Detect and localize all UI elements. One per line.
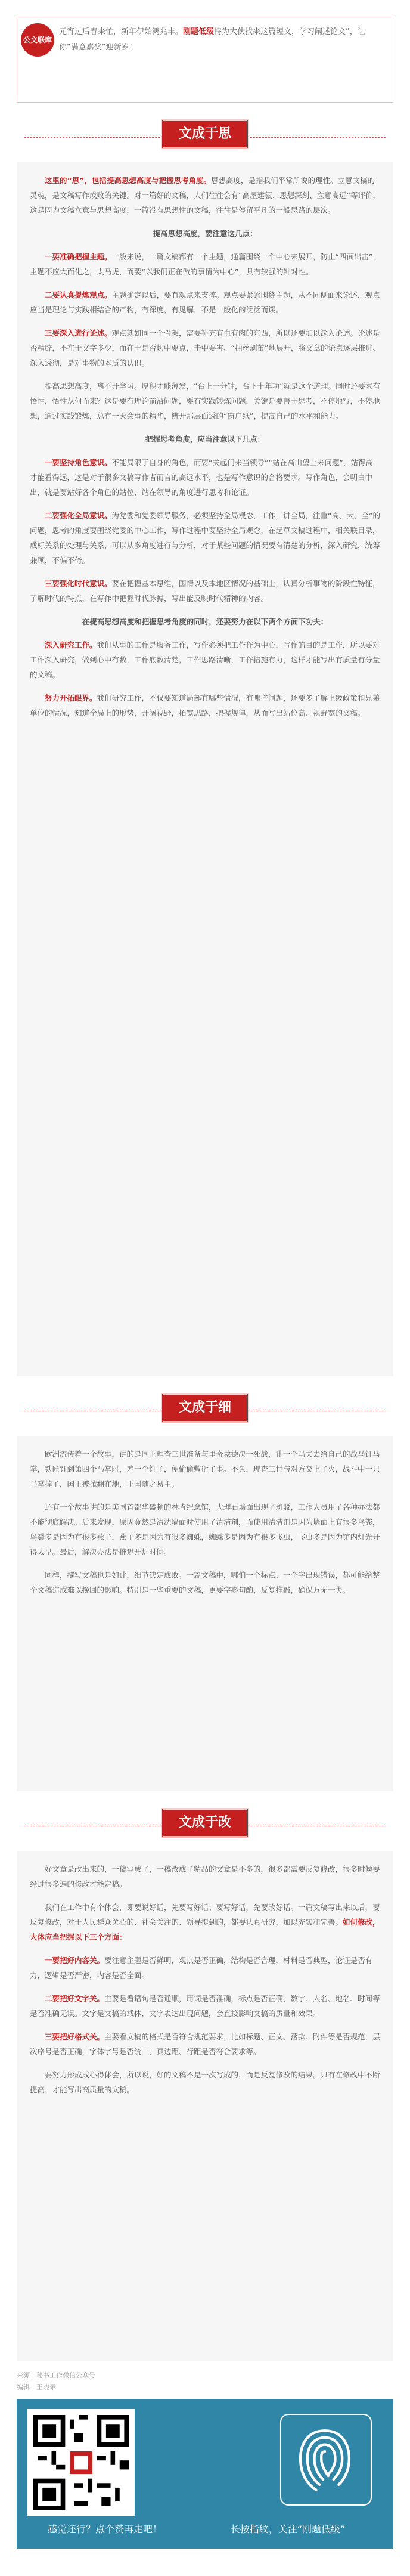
paragraph (30, 1900, 380, 1945)
body-text: 为党委和党委领导服务，必须坚持全局观念，工作，讲全局，注重“高、大、全”的问题，思考的角度要围绕党委的中心工作，写作过程中要坚持全局观念，在起草文稿过程中，相关联目录，成标关系的处理与关系，可以从多角度进行与分析，对于某些问题的情况要有清楚的分析，深入研究，统筹兼顾，不偏不倚。 (30, 511, 380, 565)
section-title-wrap-1 (0, 119, 410, 155)
body-text: 我们在工作中有个体会，即要说好话，先要写好话；要写好话，先要改好话。一篇文稿写出来以后，要反复修改，对于人民群众关心的、社会关注的、领导提到的，都要认真研究，加以充实和完善。 (30, 1903, 380, 1927)
point-head: 二要把好文字关。 (45, 1994, 105, 2003)
source-line: 来源｜秘书工作微信公众号 (17, 2371, 95, 2379)
paragraph (30, 379, 380, 423)
sub-heading: 在提高思想高度和把握思考角度的同时，还要努力在以下两个方面下功夫： (82, 617, 328, 626)
point-head: 三要深入进行论述。 (45, 329, 112, 338)
point-head: 二要强化全局意识。 (45, 511, 112, 520)
section-title-1: 文成于思 (161, 119, 249, 149)
body-text: 观点就如同一个骨架，需要补充有血有肉的东西，所以还要加以深入论述。论述是否精辟，不在于文字多少，而在于是否切中要点，击中要害、“抽丝剥茧”地展开，将文章的论点逐层推进、深入透彻，是对事物的本质的认识。 (30, 329, 380, 367)
section-panel-1 (17, 162, 393, 1376)
fingerprint-icon (281, 2415, 368, 2502)
section-title-3: 文成于改 (161, 1808, 249, 1838)
point-head: 三要强化时代意识。 (45, 579, 112, 588)
section-panel-2 (17, 1436, 393, 1791)
body-text: 主题确定以后，要有观点来支撑。观点要紧紧围绕主题，从不同侧面来论述，观点应当是理论与实践相结合的产物，有深度，有见解，不是一般化的泛泛而谈。 (30, 290, 380, 314)
section-panel-3 (17, 1851, 393, 2361)
lead-text: 这里的“思”，包括提高思想高度与把握思考角度。 (45, 176, 211, 185)
intro-text-strong: 刚题低级 (183, 27, 215, 36)
point-head: 一要坚持角色意识。 (45, 458, 112, 467)
paragraph (30, 173, 380, 218)
source-footer (17, 2370, 393, 2394)
body-text: 要注意主题是否鲜明，观点是否正确，结构是否合理，材料是否典型，论证是否有力，逻辑是否严密，内容是否全面。 (30, 1956, 373, 1980)
paragraph: 同样，撰写文稿也是如此，细节决定成败。一篇文稿中，哪怕一个标点、一个字出现错误，都可能给整个文稿造成难以挽回的影响。特别是一些重要的文稿，更要字斟句酌，反复推敲，确保万无一失。 (30, 1571, 380, 1594)
body-text: 一般来说，一篇文稿都有一个主题，通篇围绕一个中心来展开，防止“四面出击”，主题不应大而化之，太马虎，而要“以我们正在做的事情为中心”，具有较强的针对性。 (30, 252, 380, 276)
body-text: 我们从事的工作是服务工作，写作必须把工作作为中心，写作的目的是工作，所以要对工作深入研究，做到心中有数，工作底数清楚，工作思路清晰，工作措施有力，这样才能写出有质量有分量的文稿。 (30, 640, 380, 679)
point-head: 二要认真提炼观点。 (45, 290, 112, 299)
qr-code[interactable] (27, 2409, 135, 2516)
body-text: 我们研究工作，不仅要知道局部有哪些情况，有哪些问题，还要多了解上级政策和兄弟单位的情况，知道全局上的形势，开阔视野，拓宽思路，把握规律，从而写出站位高、视野宽的文稿。 (30, 693, 380, 717)
sub-heading: 把握思考角度，应当注意以下几点： (145, 435, 265, 444)
paragraph (30, 508, 380, 568)
paragraph (30, 287, 380, 317)
point-head: 一要把好内容关。 (45, 1956, 105, 1965)
follow-caption: 长按指纹，关注“刚题低级” (230, 2524, 346, 2535)
intro-text-part2: 特为大伙找来这篇短文，学习阐述论文”，让你“满意嘉奖”迎新岁！ (59, 27, 365, 52)
intro-box (17, 17, 393, 103)
body-text: 不能局限于自身的角色，而要“关起门来当领导”“站在高山望上来问题”，站得高才能看得远，这是对于很多文稿写作者而言的高远水平，也是写作意识的合格要求。写作角色，会明白中出，就是要站好各个角色的站位，站在领导的角度进行思考和论证。 (30, 458, 373, 497)
paragraph: 欧洲流传着一个故事，讲的是国王理查三世准备与里奇蒙德决一死战，让一个马夫去给自己的战马钉马掌，铁匠钉到第四个马掌时，差一个钉子，便偷偷敷衍了事。不久，理查三世与对方交上了火，战斗中一只马掌掉了，国王被掀翻在地，王国随之易主。 (30, 1450, 380, 1488)
body-text: 主要是看语句是否通顺，用词是否准确，标点是否正确，数字、人名、地名、时间等是否准确无误。文字是文稿的载体，文字表达出现问题，会直接影响文稿的质量和效果。 (30, 1994, 380, 2018)
qr-code-icon (33, 2415, 129, 2510)
paragraph: 好文章是改出来的，一稿写成了，一稿改成了精品的文章是不多的，很多都需要反复修改，很多时候要经过很多遍的修改才能定稿。 (30, 1865, 380, 1888)
body-text: 思想高度，是指我们平常所说的理性。立意文稿的灵魂，是文稿写作成败的关键。对一篇好的文稿，人们往往会有“高屋建瓴、思想深刻、立意高远”等评价，这是因为文稿立意与思想高度，一篇没有思想性的文稿，往往是停留平凡的一般思路的层次。 (30, 176, 380, 215)
follow-card (17, 2399, 393, 2549)
paragraph: 要努力形成成心得体会，所以说，好的文稿不是一次写成的，而是反复修改的结果。只有在修改中不断提高，才能写出高质量的文稿。 (30, 2070, 380, 2094)
paragraph (30, 576, 380, 606)
paragraph (30, 1953, 380, 1983)
paragraph (30, 637, 380, 682)
paragraph (30, 691, 380, 720)
body-text: 要在把握基本思维，国情以及本地区情况的基础上，认真分析事物的阶段性特征，了解时代的特点，在写作中把握时代脉搏，写出能反映时代精神的内容。 (30, 579, 380, 603)
paragraph (30, 1991, 380, 2021)
paragraph: 还有一个故事讲的是美国首都华盛顿的林肯纪念馆，大理石墙面出现了斑驳，工作人员用了各种办法都不能彻底解决。后来发现，原因竟然是清洗墙面时使用了清洁剂，而使用清洁剂是因为墙面上有很多鸟粪，鸟粪多是因为有很多燕子，燕子多是因为有很多蜘蛛，蜘蛛多是因为有很多飞虫，飞虫多是因为馆内灯光开得太早。最后，解决办法是推迟开灯时间。 (30, 1503, 380, 1556)
paragraph (30, 249, 380, 279)
fingerprint-box[interactable] (280, 2414, 372, 2506)
like-caption: 感觉还行？点个赞再走吧！ (47, 2524, 162, 2535)
point-head: 三要把好格式关。 (45, 2032, 105, 2041)
intro-text-part1: 元宵过后春来忙，新年伊始鸿兆丰。 (59, 27, 184, 36)
point-head: 深入研究工作。 (45, 640, 97, 649)
point-head: 一要准确把握主题。 (45, 252, 112, 261)
intro-badge: 公文联库 (21, 23, 54, 57)
section-title-2: 文成于细 (161, 1393, 249, 1423)
intro-text (59, 24, 383, 55)
point-head: 如何修改，大体应当把握以下三个方面： (30, 1918, 380, 1942)
paragraph (30, 455, 380, 500)
body-text: 主要看文稿的格式是否符合规范要求，比如标题、正文、落款、附件等是否规范，层次序号是否正确，字体字号是否统一，页边距、行距是否符合要求等。 (30, 2032, 380, 2056)
editor-line: 编辑｜王晓录 (17, 2383, 56, 2391)
section-title-wrap-2 (0, 1393, 410, 1429)
point-head: 努力开拓眼界。 (45, 693, 97, 702)
body-text: 提高思想高度，离不开学习。厚积才能薄发，“台上一分钟，台下十年功”就是这个道理。同时还要求有悟性，悟性从何而来？这是要有理论前沿问题，要有实践锻炼问题，关键是要善于思考，不停地写，不停地想，通过实践锻炼，总有一天会事的精华，辨开那层面透的“窗户纸”，提高自己的水平和能力。 (30, 382, 380, 420)
sub-heading: 提高思想高度，要注意这几点： (153, 229, 257, 238)
paragraph (30, 326, 380, 370)
section-title-wrap-3 (0, 1808, 410, 1844)
paragraph (30, 2029, 380, 2059)
